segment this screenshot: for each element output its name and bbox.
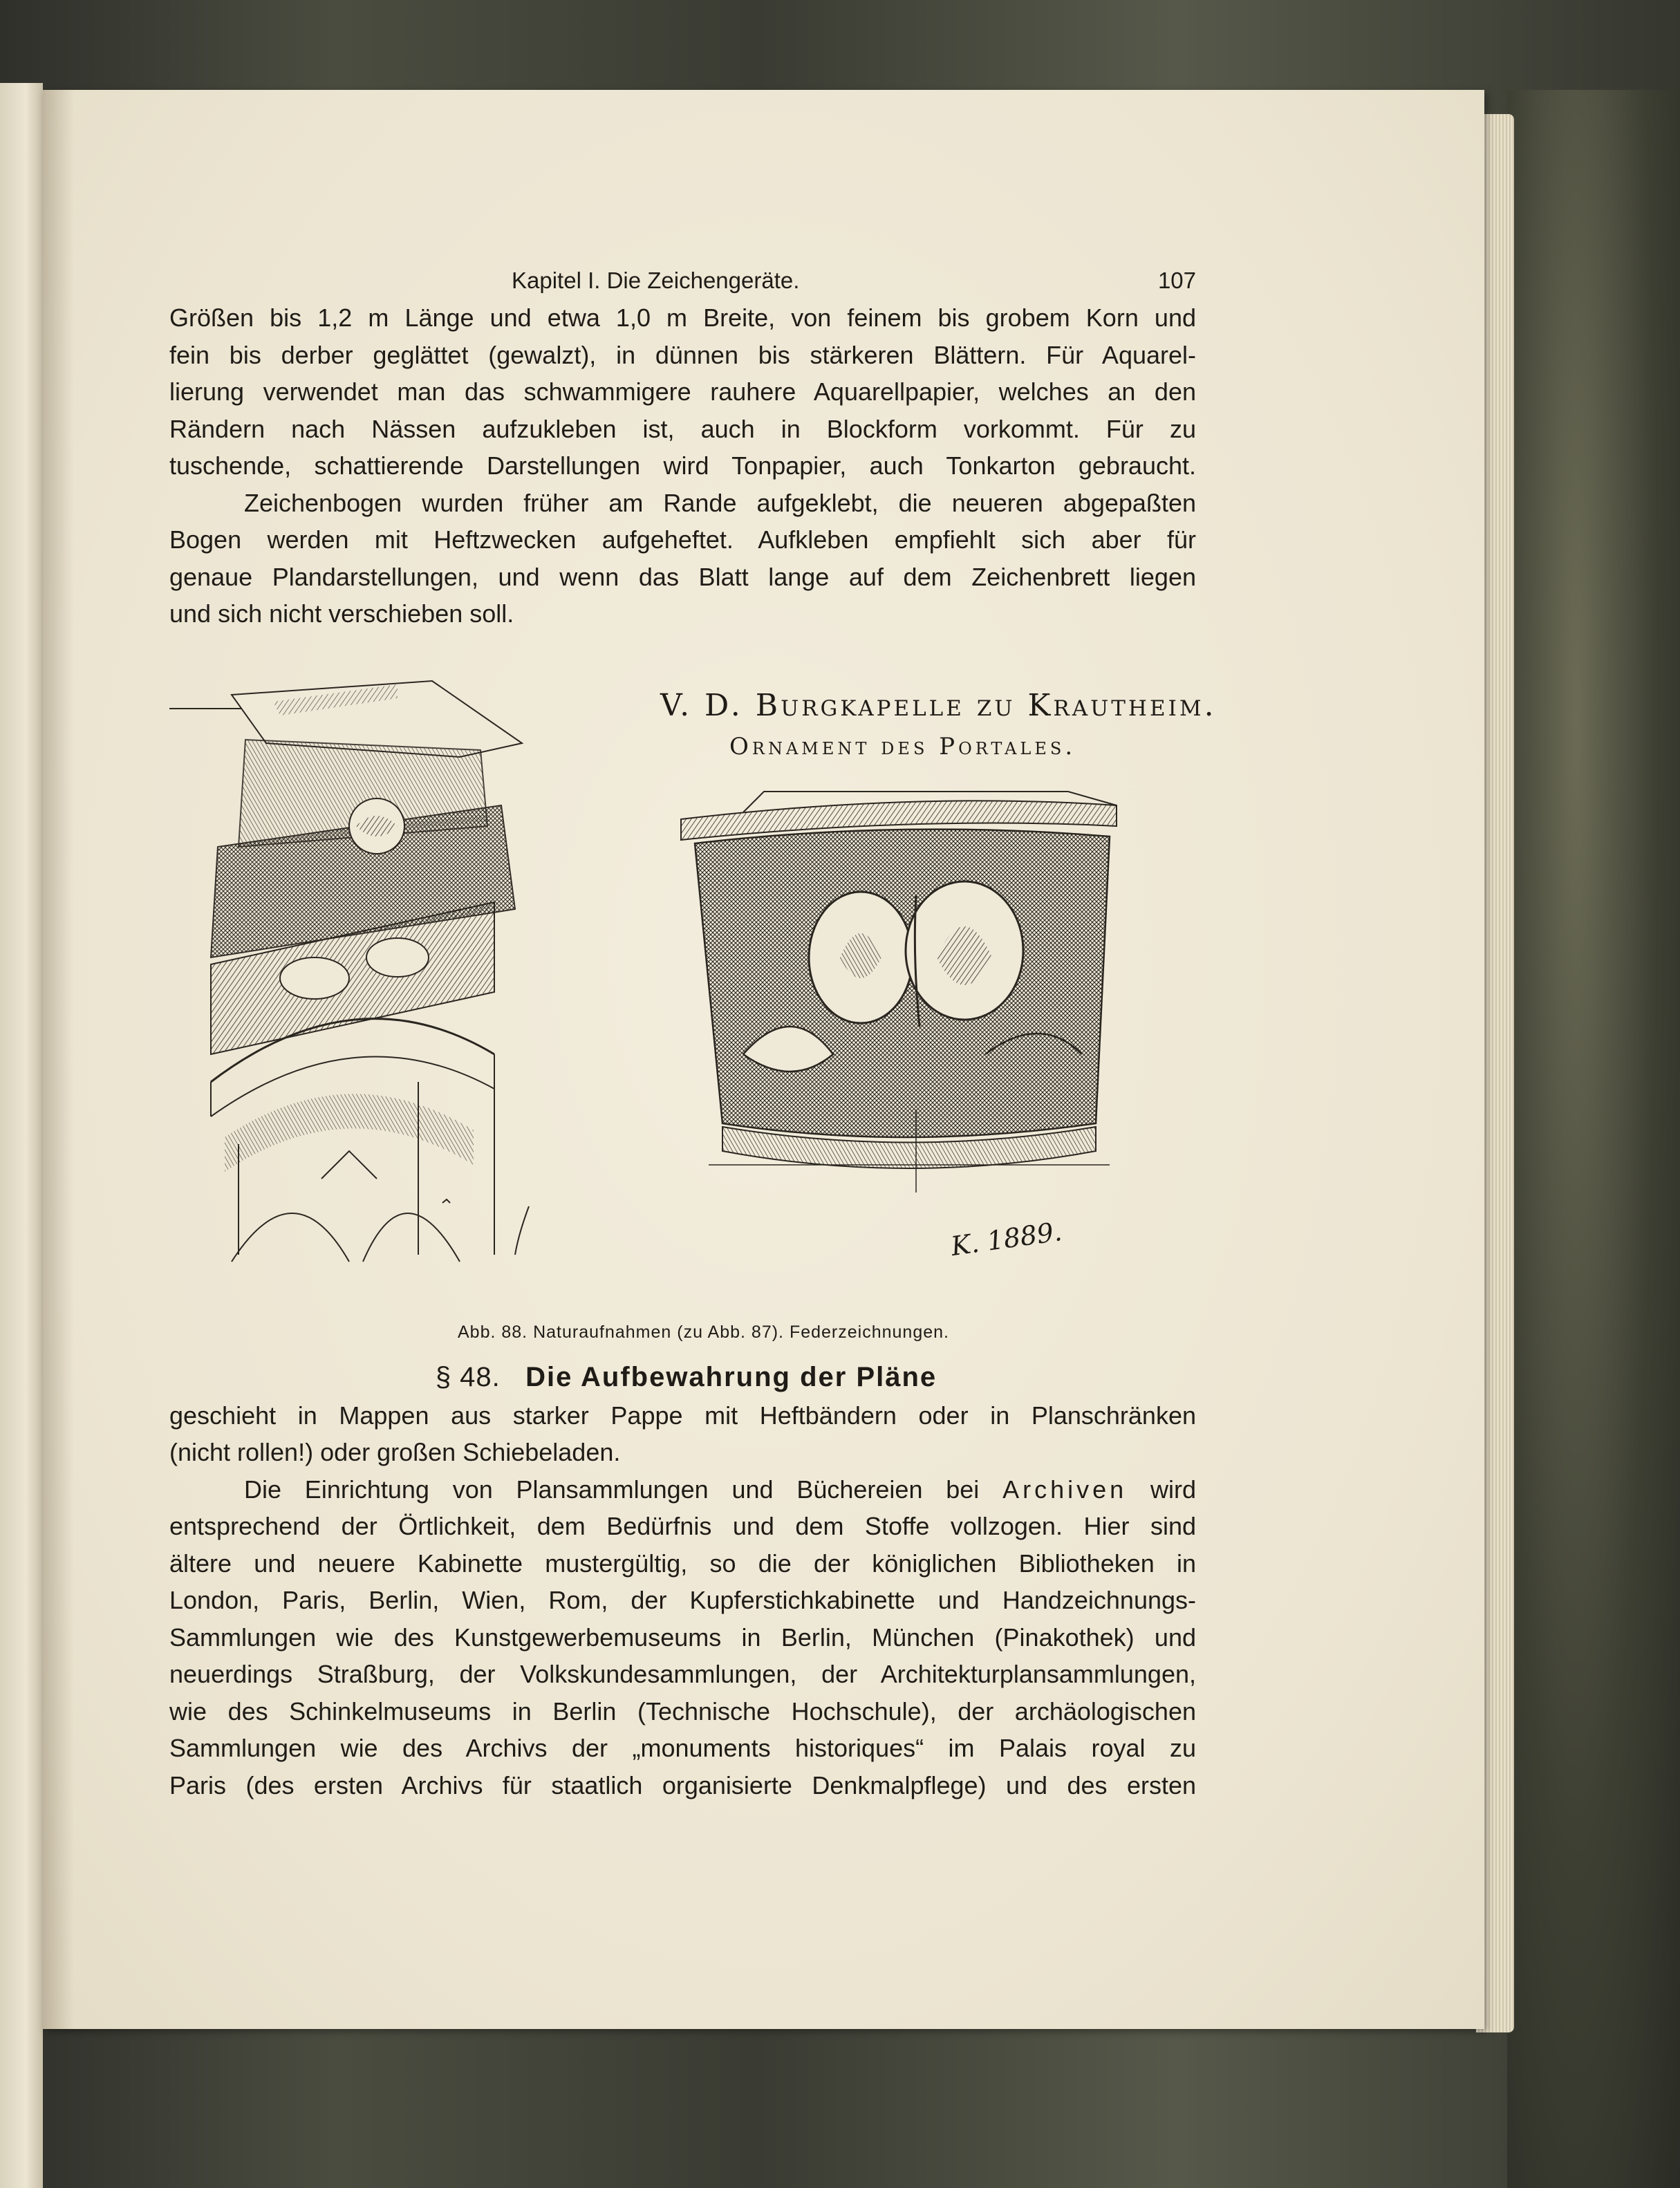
text-line: lierung verwendet man das schwammigere rauhere Aquarellpapier, welches an den bbox=[169, 377, 1196, 406]
text-line: Rändern nach Nässen aufzukleben ist, auch in Blockform vorkommt. Für zu bbox=[169, 414, 1196, 443]
figure-88 bbox=[169, 667, 1217, 1317]
page-content bbox=[169, 259, 1217, 1804]
section-heading bbox=[169, 1362, 1196, 1393]
text-line: entsprechend der Örtlichkeit, dem Bedürfnis und dem Stoffe vollzogen. Hier sind bbox=[169, 1512, 1196, 1540]
text-line: London, Paris, Berlin, Wien, Rom, der Kupferstichkabinette und Handzeichnungs- bbox=[169, 1586, 1196, 1614]
text-line: genaue Plandarstellungen, und wenn das Blatt lange auf dem Zeichenbrett liegen bbox=[169, 562, 1196, 591]
drawing-title: V. D. Burgkapelle zu Krautheim. bbox=[660, 687, 1217, 723]
artist-signature: K. 1889. bbox=[949, 1215, 1064, 1262]
text-line: ältere und neuere Kabinette mustergültig, so die der königlichen Bibliotheken in bbox=[169, 1549, 1196, 1578]
text-line: Sammlungen wie des Archivs der „monuments historiques“ im Palais royal zu bbox=[169, 1734, 1196, 1762]
right-ornament-sketch bbox=[681, 792, 1117, 1193]
text-segment: Die Einrichtung von Plansammlungen und Büchereien bei bbox=[244, 1475, 980, 1504]
page-number: 107 bbox=[1157, 268, 1196, 293]
drawing-subtitle: Ornament des Portales. bbox=[729, 732, 1076, 760]
left-portal-sketch bbox=[169, 681, 529, 1262]
marbled-cover bbox=[1507, 90, 1680, 2188]
text-line: Paris (des ersten Archivs für staatlich organisierte Denkmalpflege) und des ersten bbox=[169, 1770, 1196, 1799]
text-line: Größen bis 1,2 m Länge und etwa 1,0 m Breite, von feinem bis grobem Korn und bbox=[169, 303, 1196, 332]
emphasized-word: Archiven bbox=[1002, 1475, 1128, 1504]
text-segment: wird bbox=[1150, 1475, 1196, 1504]
text-line: Zeichenbogen wurden früher am Rande aufgeklebt, die neueren abgepaßten bbox=[244, 488, 1196, 517]
text-line: wie des Schinkelmuseums in Berlin (Technische Hochschule), der archäologischen bbox=[169, 1696, 1196, 1726]
text-line: fein bis derber geglättet (gewalzt), in dünnen bis stärkeren Blättern. Für Aquarel- bbox=[169, 340, 1196, 369]
text-line: geschieht in Mappen aus starker Pappe mit Heftbändern oder in Planschränken bbox=[169, 1401, 1196, 1430]
figure-caption: Abb. 88. Naturaufnahmen (zu Abb. 87). Federzeichnungen. bbox=[458, 1322, 949, 1342]
text-line: Bogen werden mit Heftzwecken aufgeheftet. Aufkleben empfiehlt sich aber für bbox=[169, 525, 1196, 554]
chapter-title: Kapitel I. Die Zeichengeräte. bbox=[512, 268, 800, 293]
text-line: neuerdings Straßburg, der Volkskundesammlungen, der Architekturplansammlungen, bbox=[169, 1660, 1196, 1688]
text-line: (nicht rollen!) oder großen Schiebeladen. bbox=[169, 1438, 621, 1466]
section-title: Die Aufbewahrung der Pläne bbox=[525, 1361, 937, 1392]
text-line: und sich nicht verschieben soll. bbox=[169, 599, 514, 628]
text-line: Sammlungen wie des Kunstgewerbemuseums in Berlin, München (Pinakothek) und bbox=[169, 1623, 1196, 1652]
paragraph-1 bbox=[169, 299, 1196, 485]
page-gutter-shadow bbox=[43, 90, 74, 2029]
running-head bbox=[169, 259, 1196, 301]
section-number: § 48. bbox=[435, 1361, 501, 1392]
text-line: tuschende, schattierende Darstellungen wird Tonpapier, auch Tonkarton gebraucht. bbox=[169, 451, 1196, 480]
text-line bbox=[169, 1471, 1196, 1508]
paragraph-2 bbox=[169, 485, 1196, 633]
paragraph-4 bbox=[169, 1471, 1196, 1804]
paragraph-3 bbox=[169, 1397, 1196, 1471]
previous-page-edge bbox=[0, 83, 43, 2188]
